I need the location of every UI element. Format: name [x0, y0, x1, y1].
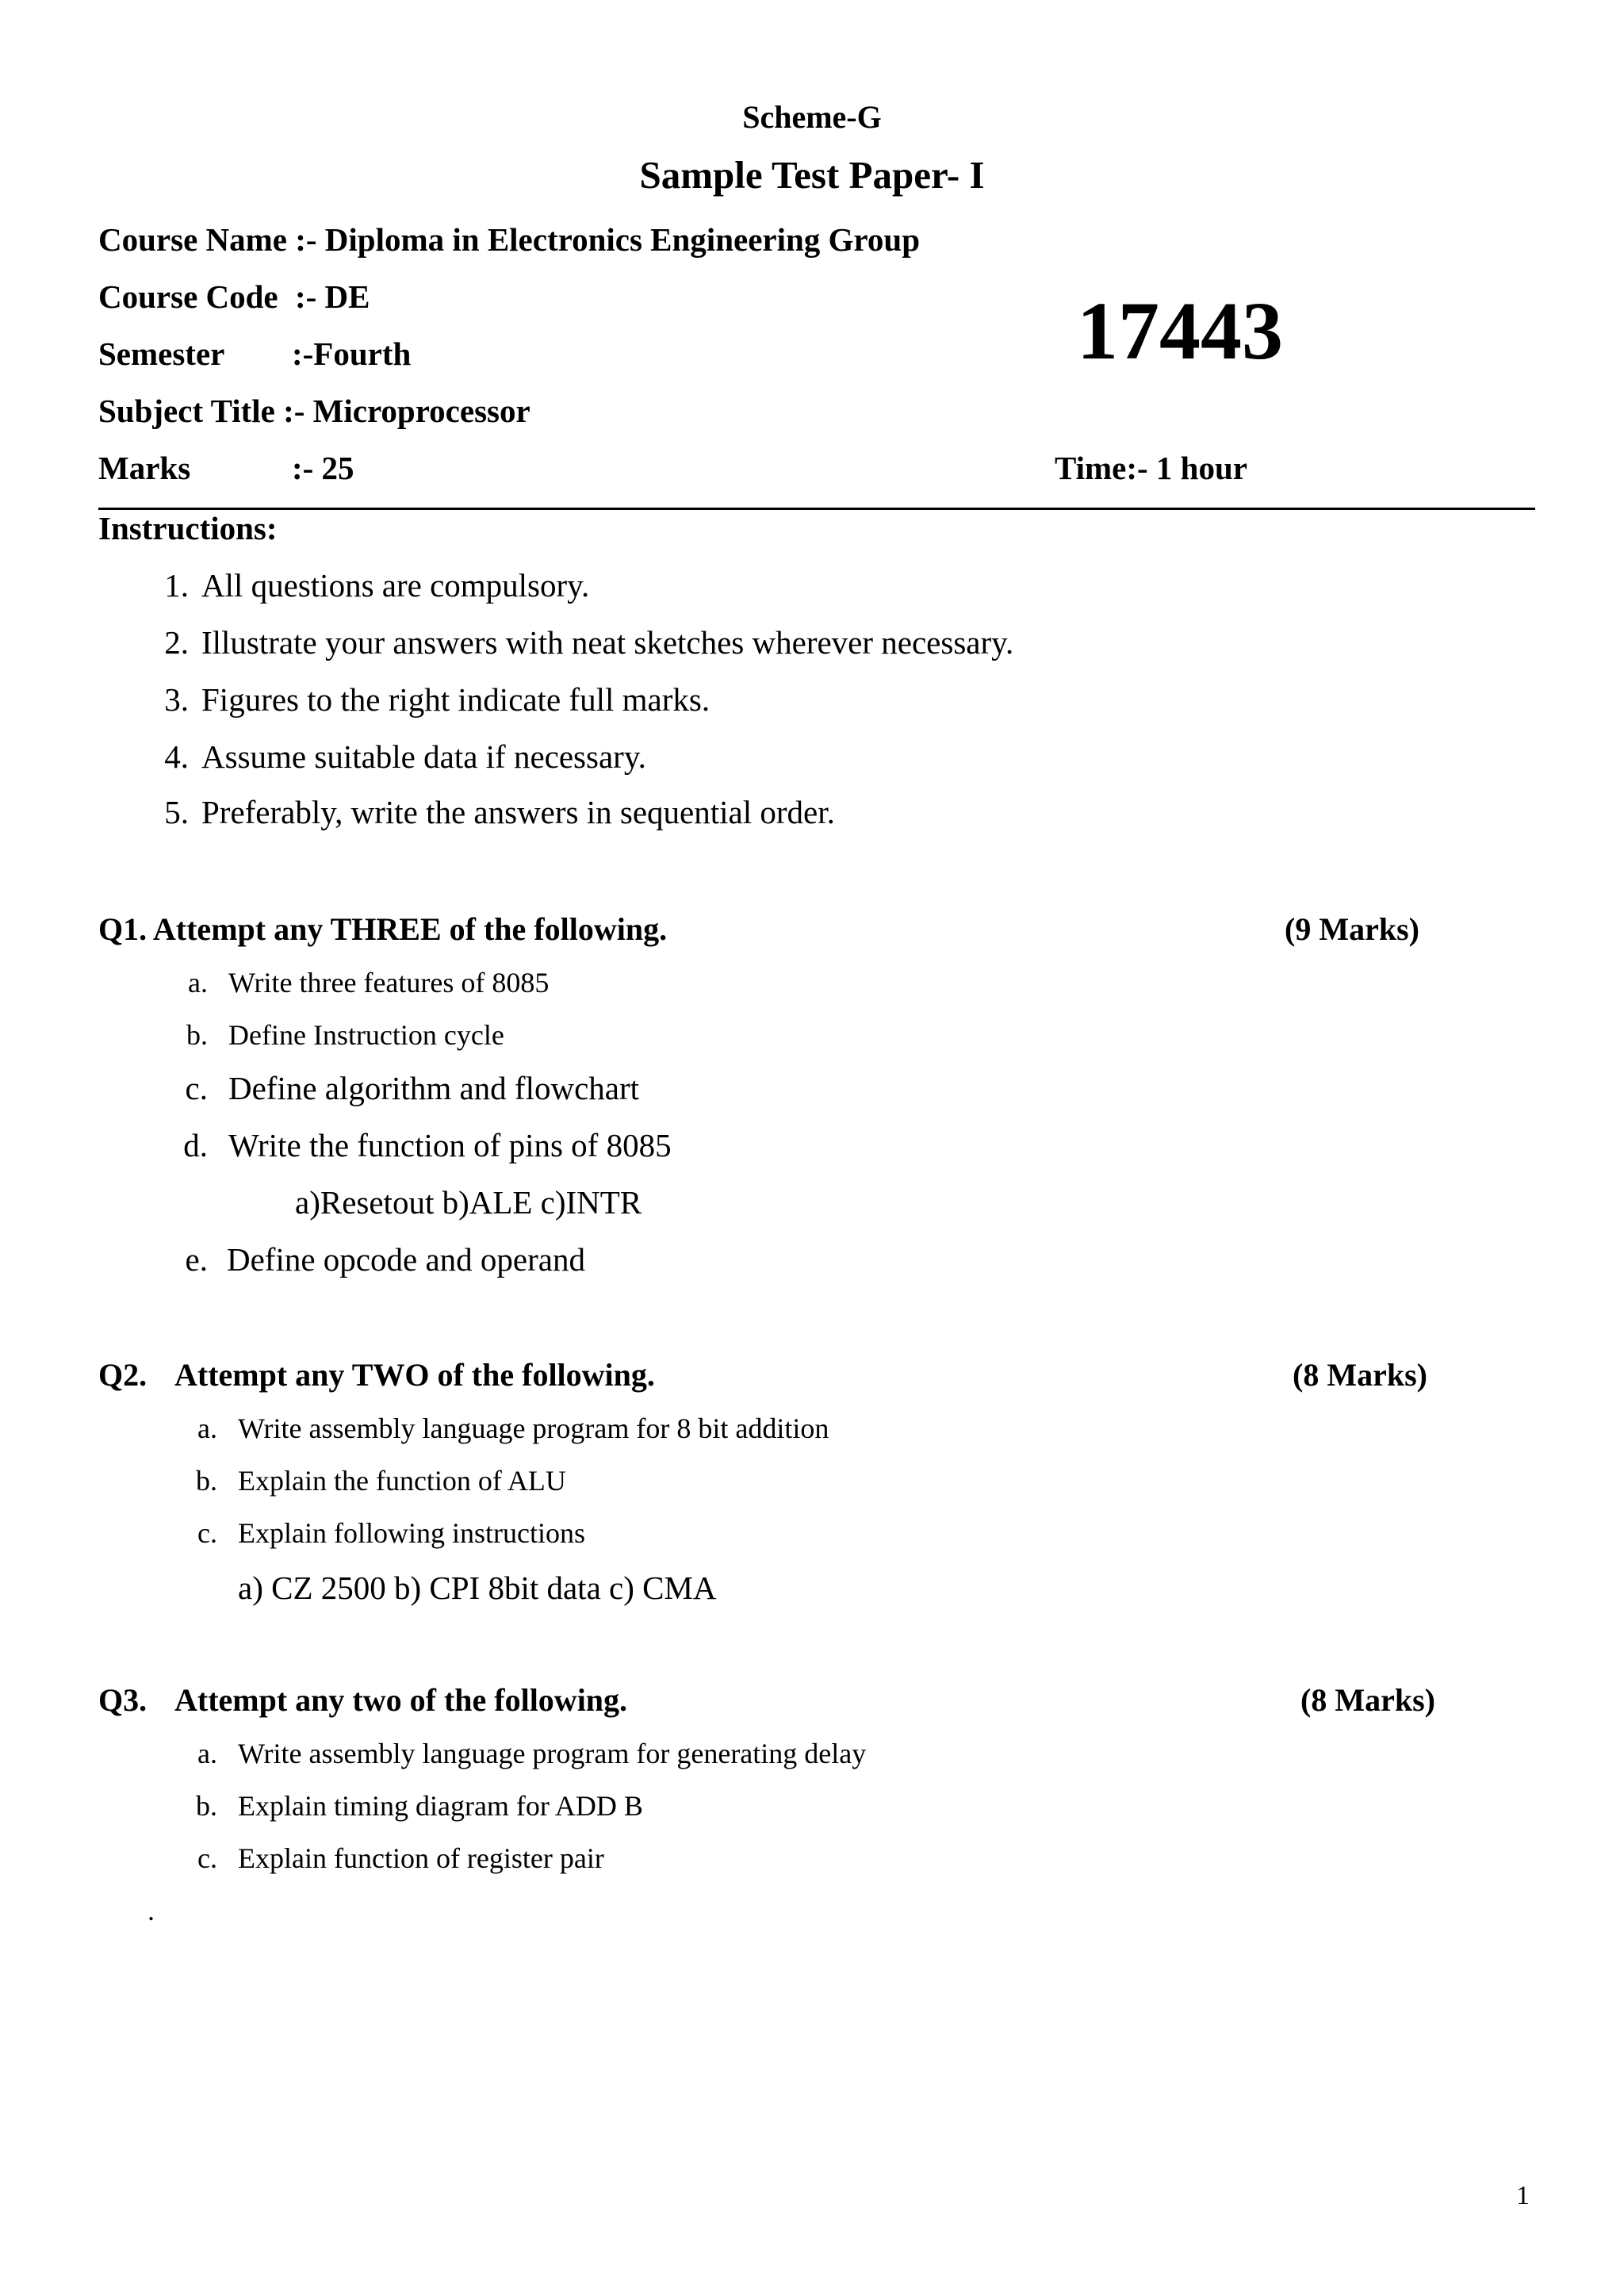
course-name-row	[98, 220, 920, 259]
q3-item-b	[187, 1789, 1139, 1826]
marks-row	[98, 449, 574, 489]
q3-heading: Attempt any two of the following.	[174, 1682, 628, 1718]
q1-item-b	[178, 1018, 1129, 1055]
subject-row	[98, 392, 530, 430]
semester-row	[98, 335, 574, 374]
course-name-label: Course Name :-	[98, 221, 325, 258]
instruction-text: Illustrate your answers with neat sketches wherever necessary.	[201, 624, 1014, 661]
instruction-text: All questions are compulsory.	[201, 567, 590, 604]
instruction-item	[151, 566, 1261, 606]
q2-number: Q2.	[98, 1357, 147, 1393]
item-label: c.	[185, 1070, 208, 1106]
q1-heading: Q1. Attempt any THREE of the following.	[98, 911, 668, 947]
q2-item-b	[187, 1464, 1139, 1501]
q2-heading: Attempt any TWO of the following.	[174, 1357, 655, 1393]
item-label: e.	[185, 1241, 208, 1278]
item-text: Define Instruction cycle	[228, 1019, 504, 1051]
instruction-item	[151, 680, 1261, 720]
item-text: Write assembly language program for generating delay	[238, 1738, 867, 1769]
item-text: Write the function of pins of 8085	[228, 1127, 672, 1163]
instruction-number: 5.	[164, 794, 189, 830]
instruction-number: 4.	[164, 738, 189, 775]
instruction-text: Figures to the right indicate full marks.	[201, 681, 710, 718]
course-code-label: Course Code	[98, 278, 278, 315]
instruction-text: Preferably, write the answers in sequential order.	[201, 794, 835, 830]
semester-value: :-Fourth	[292, 335, 412, 372]
q2-marks: (8 Marks)	[1293, 1357, 1427, 1393]
stray-dot: .	[147, 1895, 155, 1926]
q2-instruction-list: a) CZ 2500 b) CPI 8bit data c) CMA	[238, 1570, 717, 1606]
instruction-item	[151, 738, 1261, 777]
subject-label: Subject Title :-	[98, 393, 313, 429]
item-text: Explain following instructions	[238, 1517, 585, 1549]
item-label: b.	[196, 1790, 217, 1822]
item-label: d.	[183, 1127, 208, 1163]
q1-pin-list: a)Resetout b)ALE c)INTR	[295, 1184, 642, 1221]
q1-item-e	[178, 1240, 1129, 1280]
q1-item-d	[178, 1126, 1129, 1166]
course-code-row	[98, 278, 574, 317]
instruction-number: 3.	[164, 681, 189, 718]
instruction-text: Assume suitable data if necessary.	[201, 738, 646, 775]
header-divider	[98, 508, 1535, 510]
course-name-value: Diploma in Electronics Engineering Group	[324, 221, 920, 258]
item-label: c.	[197, 1517, 217, 1549]
item-label: b.	[186, 1019, 208, 1051]
q3-item-a	[187, 1737, 1139, 1773]
paper-code: 17443	[1077, 286, 1283, 377]
instruction-number: 1.	[164, 567, 189, 604]
time-label: Time:- 1 hour	[1055, 450, 1247, 486]
marks-label: Marks	[98, 450, 191, 486]
item-text: Explain the function of ALU	[238, 1465, 566, 1497]
semester-label: Semester	[98, 335, 225, 372]
item-label: a.	[197, 1738, 217, 1769]
instruction-number: 2.	[164, 624, 189, 661]
instructions-heading: Instructions:	[98, 510, 278, 546]
instruction-item	[151, 623, 1261, 663]
subject-value: Microprocessor	[312, 393, 530, 429]
item-text: Explain function of register pair	[238, 1842, 604, 1874]
q1-item-c	[178, 1069, 1129, 1109]
q1-marks: (9 Marks)	[1285, 911, 1419, 947]
q2-item-a	[187, 1412, 1139, 1448]
marks-value: :- 25	[292, 450, 354, 486]
item-text: Define algorithm and flowchart	[228, 1070, 640, 1106]
instruction-item	[151, 793, 1261, 833]
item-text: Define opcode and operand	[227, 1241, 585, 1278]
q3-number: Q3.	[98, 1682, 147, 1718]
page-number: 1	[1516, 2181, 1530, 2210]
course-code-value: :- DE	[295, 278, 370, 315]
q1-item-a	[178, 966, 1129, 1002]
item-text: Explain timing diagram for ADD B	[238, 1790, 643, 1822]
q3-item-c	[187, 1842, 1139, 1878]
item-label: c.	[197, 1842, 217, 1874]
paper-title: Sample Test Paper- I	[639, 153, 985, 197]
item-label: b.	[196, 1465, 217, 1497]
item-label: a.	[197, 1412, 217, 1444]
q2-item-c	[187, 1516, 1139, 1553]
item-label: a.	[188, 967, 208, 999]
q3-marks: (8 Marks)	[1300, 1682, 1435, 1718]
item-text: Write three features of 8085	[228, 967, 550, 999]
item-text: Write assembly language program for 8 bit addition	[238, 1412, 829, 1444]
scheme-label: Scheme-G	[742, 99, 882, 135]
